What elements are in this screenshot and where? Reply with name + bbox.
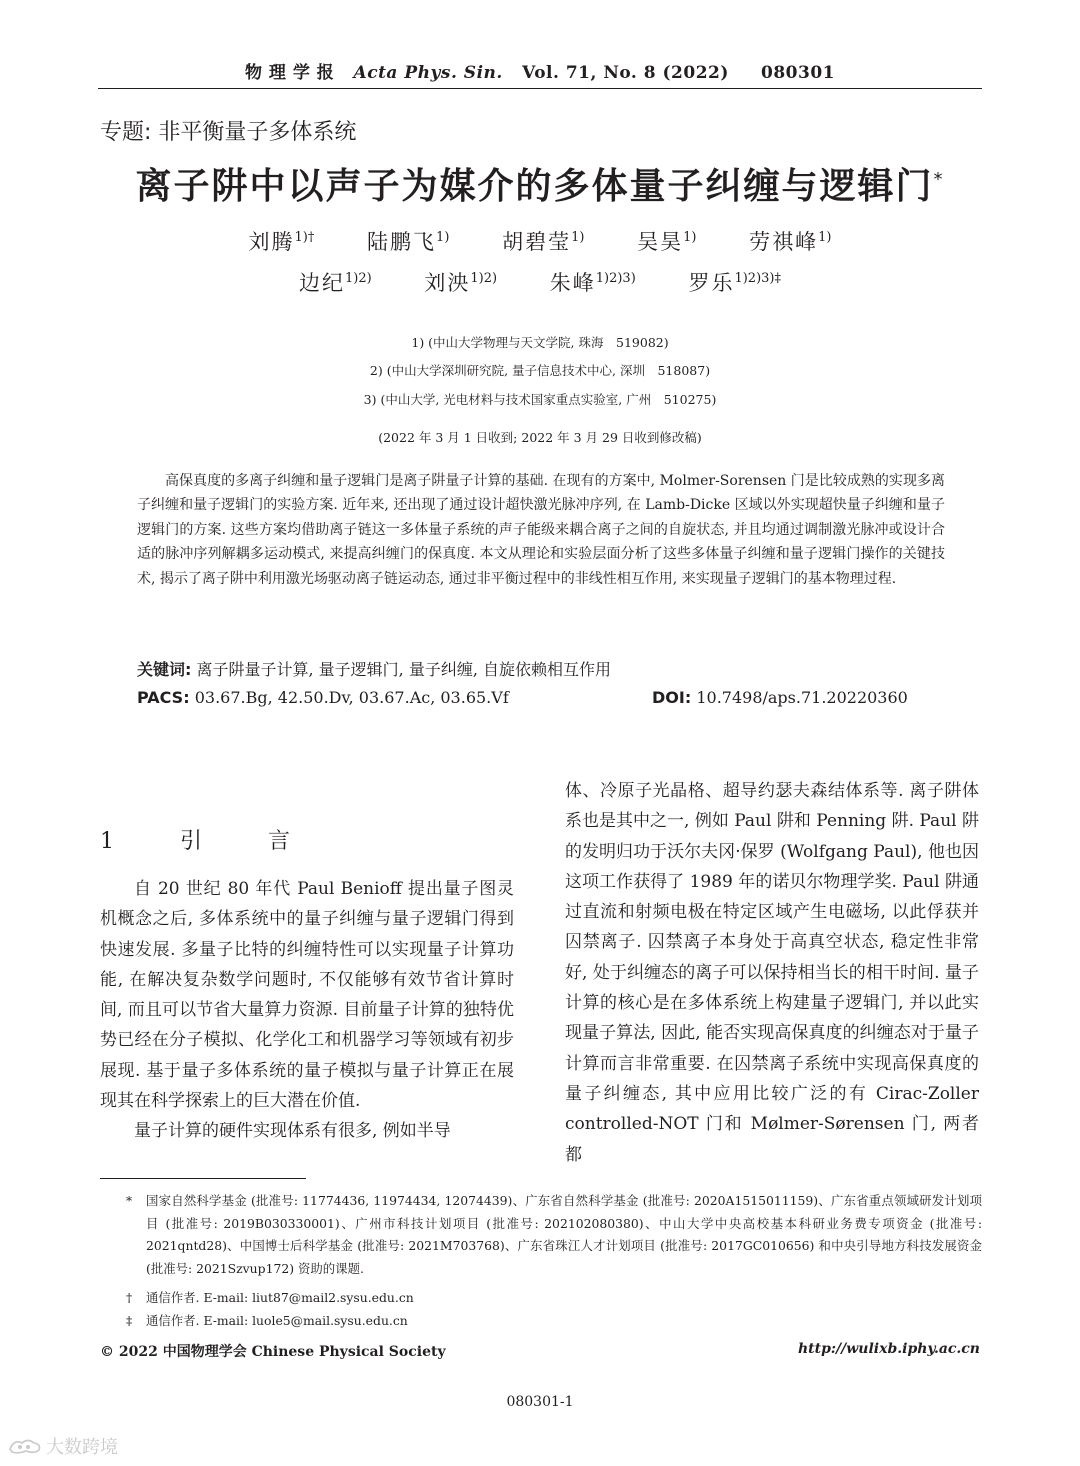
author: 吴昊$^{1)}$ [637, 230, 697, 254]
author: 陆鹏飞$^{1)}$ [367, 230, 450, 254]
affiliation-2: 2) (中山大学深圳研究院, 量子信息技术中心, 深圳 518087) [369, 363, 711, 378]
author: 边纪$^{1)2)}$ [299, 271, 372, 295]
footnote-funding [100, 1190, 982, 1280]
footnote-text: 通信作者. E-mail: liut87@mail2.sysu.edu.cn [146, 1290, 414, 1305]
author: 刘泱$^{1)2)}$ [424, 271, 498, 295]
pacs [137, 688, 509, 707]
journal-en: Acta Phys. Sin. [353, 63, 503, 83]
footnote-mark: ‡ [126, 1313, 133, 1328]
left-column [100, 874, 514, 1147]
affiliation-3: 3) (中山大学, 光电材料与技术国家重点实验室, 广州 510275) [363, 392, 717, 407]
watermark-logo-icon [8, 1437, 42, 1455]
pacs-codes: 03.67.Bg, 42.50.Dv, 03.67.Ac, 03.65.Vf [194, 688, 509, 707]
watermark [8, 1433, 118, 1459]
footnote-corresponding-1 [100, 1287, 982, 1310]
article-number: 080301 [761, 63, 835, 83]
footnote-text: 通信作者. E-mail: luole5@mail.sysu.edu.cn [146, 1313, 408, 1328]
author: 罗乐$^{1)2)3)\ddagger}$ [688, 271, 781, 295]
copyright: © 2022 中国物理学会 Chinese Physical Society [100, 1344, 446, 1360]
author: 劳祺峰$^{1)}$ [749, 230, 832, 254]
footnote-mark: * [126, 1193, 133, 1208]
author: 朱峰$^{1)2)3)}$ [549, 271, 636, 295]
footnote-rule [100, 1178, 306, 1179]
received-date: (2022 年 3 月 1 日收到; 2022 年 3 月 29 日收到修改稿) [378, 430, 702, 445]
page-number: 080301-1 [506, 1394, 574, 1410]
body-paragraph: 体、冷原子光晶格、超导约瑟夫森结体系等. 离子阱体系也是其中之一, 例如 Paul 阱和 Penning 阱. Paul 阱的发明归功于沃尔夫冈·保罗 (Wolfgang Paul), 他也因这项工作获得了 1989 年的诺贝尔物理学奖. Paul 阱通过直流和射频电极在特定区域产生电磁场, 以此俘获并囚禁离子. 囚禁离子本身处于高真空状态, 稳定性非常好, 处于纠缠态的离子可以保持相当长的相干时间. 量子计算的核心是在多体系统上构建量子逻辑门, 并以此实现量子算法, 因此, 能否实现高保真度的纠缠态对于量子计算而言非常重要. 在囚禁离子系统中实现高保真度的量子纠缠态, 其中应用比较广泛的有 Cirac-Zoller controlled-NOT 门和 Mølmer-Sørensen 门, 两者都 [565, 781, 979, 1165]
volume: Vol. 71, No. 8 (2022) [522, 63, 729, 83]
paper-title: 离子阱中以声子为媒介的多体量子纠缠与逻辑门* [135, 166, 945, 207]
abstract [137, 469, 945, 591]
author: 胡碧莹$^{1)}$ [502, 230, 585, 254]
abstract-text: 高保真度的多离子纠缠和量子逻辑门是离子阱量子计算的基础. 在现有的方案中, Molmer-Sorensen 门是比较成熟的实现多离子纠缠和量子逻辑门的实验方案. 近年来, 还出现了通过设计超快激光脉冲序列, 在 Lamb-Dicke 区域以外实现超快量子纠缠和量子逻辑门的方案. 这些方案均借助离子链这一多体量子系统的声子能级来耦合离子之间的自旋状态, 并且均通过调制激光脉冲或设计合适的脉冲序列解耦多运动模式, 来提高纠缠门的保真度. 本文从理论和实验层面分析了这些多体量子纠缠和量子逻辑门操作的关键技术, 揭示了离子阱中利用激光场驱动离子链运动态, 通过非平衡过程中的非线性相互作用, 来实现量子逻辑门的基本物理过程. [137, 473, 945, 587]
title-footnote-mark: * [933, 169, 945, 190]
body-paragraph: 自 20 世纪 80 年代 Paul Benioff 提出量子图灵机概念之后, 多体系统中的量子纠缠与量子逻辑门得到快速发展. 多量子比特的纠缠特性可以实现量子计算功能, 在解决复杂数学问题时, 不仅能够有效节省计算时间, 而且可以节省大量算力资源. 目前量子计算的独特优势已经在分子模拟、化学化工和机器学习等领域有初步展现. 基于量子多体系统的量子模拟与量子计算正在展现其在科学探索上的巨大潜在价值. [100, 879, 514, 1112]
keywords [137, 657, 611, 680]
affiliation-1: 1) (中山大学物理与天文学院, 珠海 519082) [411, 335, 669, 350]
authors-line-2 [0, 267, 1080, 297]
pacs-label: PACS: [137, 688, 190, 707]
section-heading: 1 引 言 [100, 829, 312, 854]
authors-line-1 [0, 226, 1080, 256]
footnote-mark: † [126, 1290, 133, 1305]
footnote-text: 国家自然科学基金 (批准号: 11774436, 11974434, 12074439)、广东省自然科学基金 (批准号: 2020A1515011159)、广东省重点领域研发计划项目 (批准号: 2019B030330001)、广州市科技计划项目 (批准号: 202102080380)、中山大学中央高校基本科研业务费专项资金 (批准号: 2021qntd28)、中国博士后科学基金 (批准号: 2021M703768)、广东省珠江人才计划项目 (批准号: 2017GC010656) 和中央引导地方科技发展资金 (批准号: 2021Szvup172) 资助的课题. [146, 1193, 982, 1276]
author: 刘腾$^{1)\dagger}$ [248, 230, 315, 254]
footnote-corresponding-2 [100, 1310, 982, 1333]
journal-url[interactable]: http://wulixb.iphy.ac.cn [797, 1341, 980, 1357]
journal-cn: 物 理 学 报 [245, 63, 335, 83]
header-rule [98, 88, 982, 89]
doi-label: DOI: [652, 688, 692, 707]
special-topic: 专题: 非平衡量子多体系统 [100, 120, 357, 145]
keywords-label: 关键词: [137, 660, 192, 679]
running-header [0, 58, 1080, 83]
doi [652, 688, 908, 707]
keywords-text: 离子阱量子计算, 量子逻辑门, 量子纠缠, 自旋依赖相互作用 [196, 660, 612, 679]
right-column [565, 776, 979, 1170]
doi-link[interactable]: 10.7498/aps.71.20220360 [696, 688, 908, 707]
watermark-text: 大数跨境 [46, 1437, 118, 1458]
body-paragraph: 量子计算的硬件实现体系有很多, 例如半导 [134, 1121, 451, 1142]
